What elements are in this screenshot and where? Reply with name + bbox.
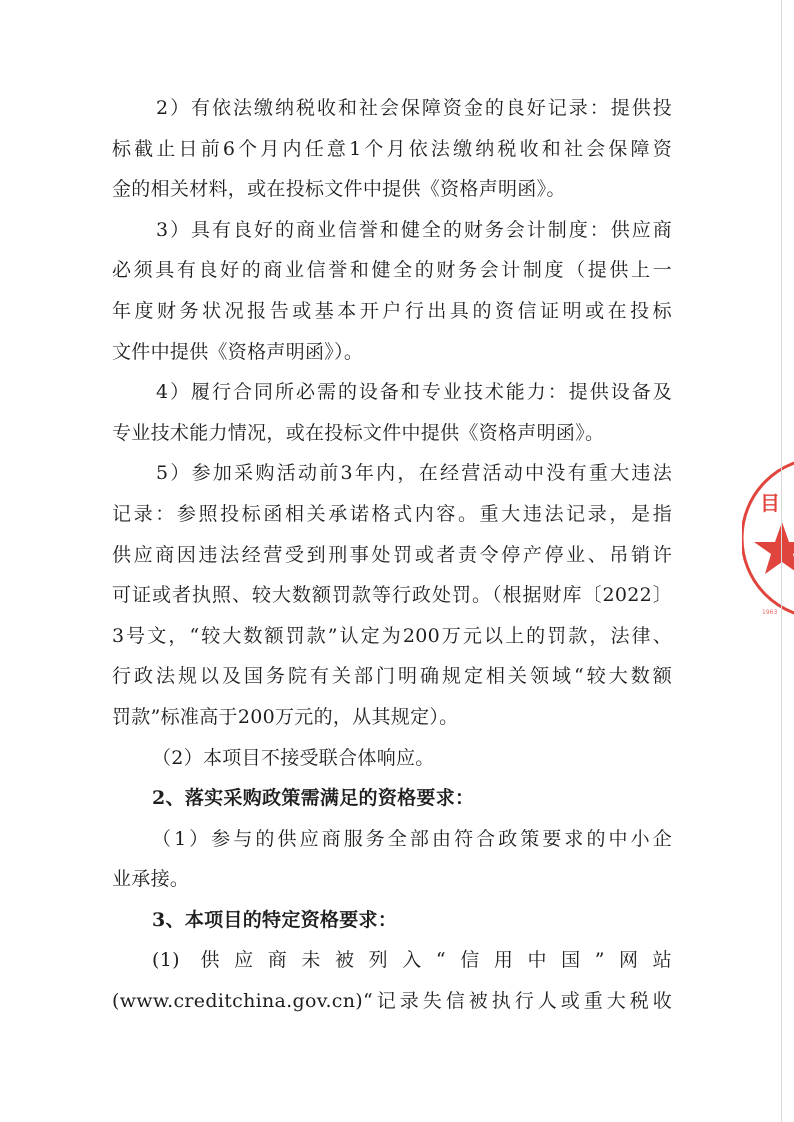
paragraph-line: 年度财务状况报告或基本开户行出具的资信证明或在投标 — [112, 299, 672, 322]
paragraph-line: 2）有依法缴纳税收和社会保障资金的良好记录：提供投 — [156, 97, 672, 119]
paragraph-line: (www.creditchina.gov.cn)“记录失信被执行人或重大税收 — [112, 990, 672, 1013]
section-heading: 2、落实采购政策需满足的资格要求： — [152, 787, 475, 810]
paragraph-line: 金的相关材料，或在投标文件中提供《资格声明函》。 — [112, 178, 566, 201]
paragraph-line: (1) 供应商未被列入“信用中国”网站 — [152, 949, 672, 972]
section-heading: 3、本项目的特定资格要求： — [152, 908, 398, 931]
paragraph-line: 3号文，“较大数额罚款”认定为200万元以上的罚款，法律、 — [112, 624, 672, 647]
paragraph-line: 行政法规以及国务院有关部门明确规定相关领域“较大数额 — [112, 665, 672, 688]
page-edge-line — [781, 0, 782, 1122]
paragraph-line: 专业技术能力情况，或在投标文件中提供《资格声明函》。 — [112, 421, 605, 444]
paragraph-line: （1）参与的供应商服务全部由符合政策要求的中小企 — [152, 827, 672, 850]
seal-star-icon — [754, 522, 794, 574]
document-body — [112, 88, 672, 1022]
seal-visible-character: 目 — [760, 491, 780, 515]
paragraph-line: 3）具有良好的商业信誉和健全的财务会计制度：供应商 — [156, 218, 672, 241]
paragraph-line: 5）参加采购活动前3年内，在经营活动中没有重大违法 — [156, 462, 672, 485]
paragraph-line: 罚款”标准高于200万元的，从其规定）。 — [112, 705, 459, 728]
paragraph-line: 可证或者执照、较大数额罚款等行政处罚。（根据财库〔2022〕 — [112, 584, 672, 607]
paragraph-line: 文件中提供《资格声明函》）。 — [112, 340, 364, 363]
seal-serial-text: 1963 — [762, 609, 778, 616]
paragraph-line: 标截止日前6个月内任意1个月依法缴纳税收和社会保障资 — [112, 137, 672, 160]
paragraph-line: 4）履行合同所必需的设备和专业技术能力：提供设备及 — [156, 381, 672, 404]
paragraph-line: 业承接。 — [112, 868, 190, 891]
paragraph-line: 记录：参照投标函相关承诺格式内容。重大违法记录，是指 — [112, 502, 672, 525]
paragraph-line: （2）本项目不接受联合体响应。 — [152, 746, 435, 769]
paragraph-line: 供应商因违法经营受到刑事处罚或者责令停产停业、吊销许 — [112, 543, 672, 566]
official-seal-stamp — [742, 450, 794, 630]
paragraph-line: 必须具有良好的商业信誉和健全的财务会计制度（提供上一 — [112, 259, 672, 282]
